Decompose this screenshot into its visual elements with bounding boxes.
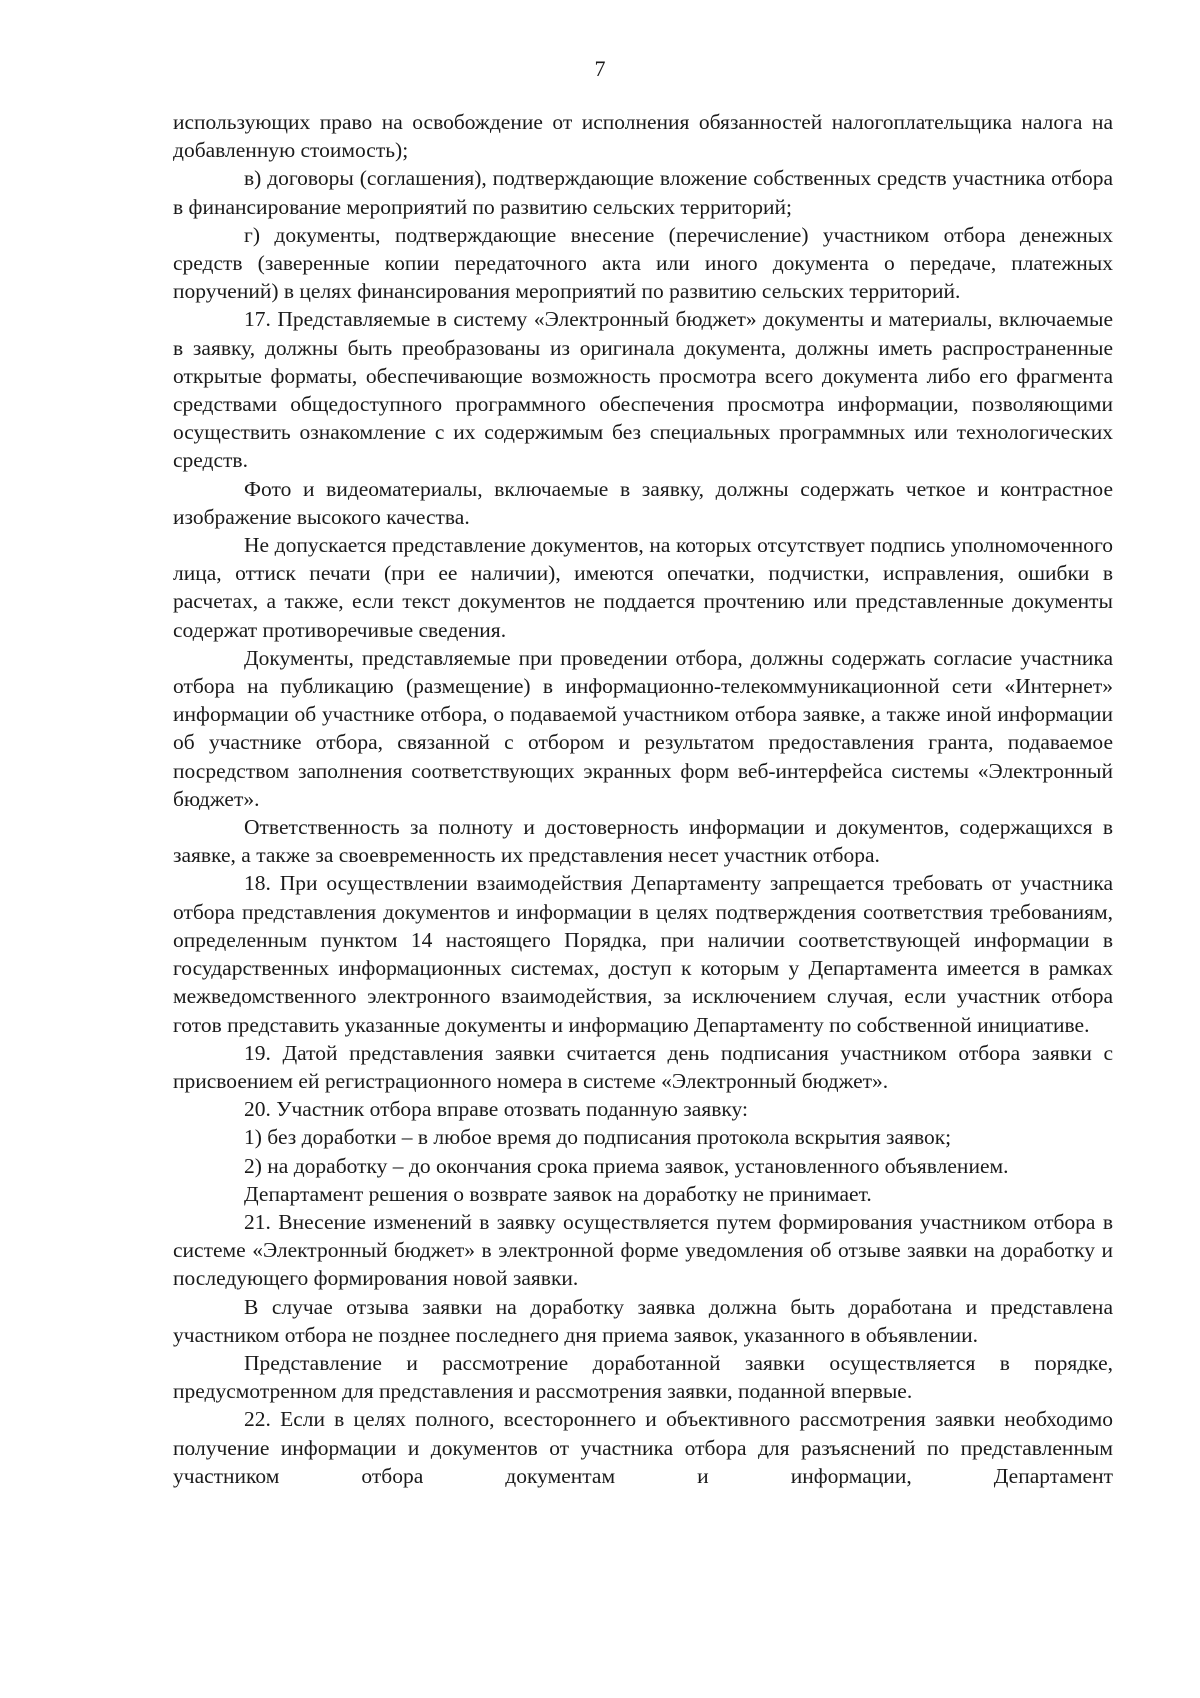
paragraph: г) документы, подтверждающие внесение (перечисление) участником отбора денежных средств (заверенные копии передаточного акта или иного документа о передаче, платежных поручений) в целях финансирования мероприятий по развитию сельских территорий. xyxy=(173,222,1113,304)
paragraph: В случае отзыва заявки на доработку заявка должна быть доработана и представлена участником отбора не позднее последнего дня приема заявок, указанного в объявлении. xyxy=(173,1294,1113,1347)
paragraph: в) договоры (соглашения), подтверждающие вложение собственных средств участника отбора в финансирование мероприятий по развитию сельских территорий; xyxy=(173,166,1113,219)
paragraph: 18. При осуществлении взаимодействия Департаменту запрещается требовать от участника отбора представления документов и информации в целях подтверждения соответствия требованиям, определенным пунктом 14 настоящего Порядка, при наличии соответствующей информации в государственных информационных системах, доступ к которым у Департамента имеется в рамках межведомственного электронного взаимодействия, за исключением случая, если участник отбора готов представить указанные документы и информацию Департаменту по собственной инициативе. xyxy=(173,871,1113,1037)
paragraph: 22. Если в целях полного, всестороннего и объективного рассмотрения заявки необходимо получение информации и документов от участника отбора для разъяснений по представленным участником отбора документам и информации, Департамент xyxy=(173,1407,1113,1488)
paragraph: 1) без доработки – в любое время до подписания протокола вскрытия заявок; xyxy=(244,1125,952,1150)
paragraph: 21. Внесение изменений в заявку осуществляется путем формирования участником отбора в системе «Электронный бюджет» в электронной форме уведомления об отзыве заявки на доработку и последующего формирования новой заявки. xyxy=(173,1209,1113,1291)
paragraph: 20. Участник отбора вправе отозвать поданную заявку: xyxy=(244,1097,748,1122)
paragraph: Фото и видеоматериалы, включаемые в заявку, должны содержать четкое и контрастное изображение высокого качества. xyxy=(173,476,1113,529)
paragraph: Представление и рассмотрение доработанной заявки осуществляется в порядке, предусмотренном для представления и рассмотрения заявки, поданной впервые. xyxy=(173,1350,1113,1404)
paragraph: 2) на доработку – до окончания срока приема заявок, установленного объявлением. xyxy=(244,1153,1009,1178)
paragraph: Не допускается представление документов, на которых отсутствует подпись уполномоченного лица, оттиск печати (при ее наличии), имеются опечатки, подчистки, исправления, ошибки в расчетах, а также, если текст документов не поддается прочтению или представленные документы содержат противоречивые сведения. xyxy=(173,533,1113,642)
document-body xyxy=(173,108,1113,1490)
paragraph: 19. Датой представления заявки считается день подписания участником отбора заявки с присвоением ей регистрационного номера в системе «Электронный бюджет». xyxy=(173,1040,1113,1093)
paragraph: Департамент решения о возврате заявок на доработку не принимает. xyxy=(244,1181,872,1206)
page-number: 7 xyxy=(594,56,606,81)
paragraph: Документы, представляемые при проведении отбора, должны содержать согласие участника отбора на публикацию (размещение) в информационно-телекоммуникационной сети «Интернет» информации об участнике отбора, о подаваемой участником отбора заявке, а также иной информации об участнике отбора, связанной с отбором и результатом предоставления гранта, подаваемое посредством заполнения соответствующих экранных форм веб-интерфейса системы «Электронный бюджет». xyxy=(173,645,1113,811)
paragraph: использующих право на освобождение от исполнения обязанностей налогоплательщика налога на добавленную стоимость); xyxy=(173,110,1113,163)
paragraph: Ответственность за полноту и достоверность информации и документов, содержащихся в заявке, а также за своевременность их представления несет участник отбора. xyxy=(173,815,1113,868)
paragraph: 17. Представляемые в систему «Электронный бюджет» документы и материалы, включаемые в заявку, должны быть преобразованы из оригинала документа, должны иметь распространенные открытые форматы, обеспечивающие возможность просмотра всего документа либо его фрагмента средствами общедоступного программного обеспечения просмотра информации, позволяющими осуществить ознакомление с их содержимым без специальных программных или технологических средств. xyxy=(173,307,1113,473)
